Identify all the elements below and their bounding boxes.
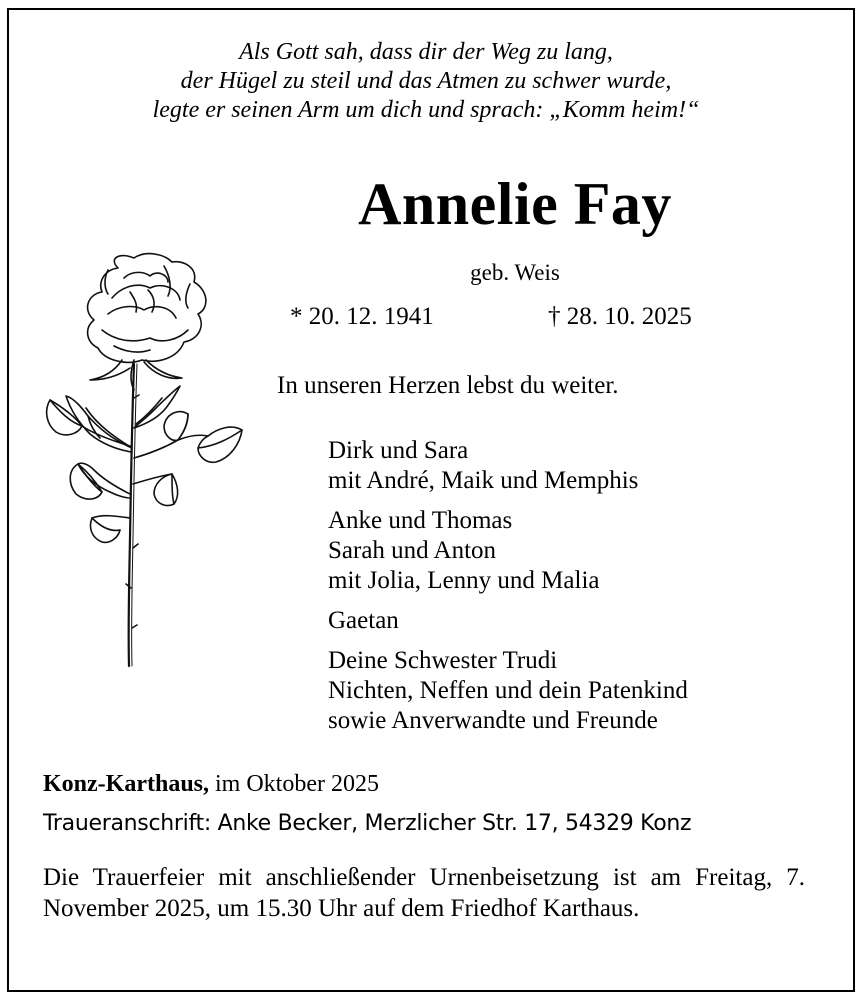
rose-illustration <box>38 248 248 672</box>
poem-line-3: legte er seinen Arm um dich und sprach: „Komm heim!“ <box>152 97 700 123</box>
deceased-name: Annelie Fay <box>358 171 672 237</box>
family-line: Gaetan <box>328 607 399 634</box>
family-line: Nichten, Neffen und dein Patenkind <box>328 677 688 704</box>
birth-date: * 20. 12. 1941 <box>290 303 434 330</box>
family-line: Anke und Thomas <box>328 507 513 534</box>
family-group <box>328 646 828 736</box>
poem <box>0 38 859 125</box>
family-group <box>328 506 828 596</box>
funeral-service-info: Die Trauerfeier mit anschließender Urnenbeisetzung ist am Freitag, 7. November 2025, um 15.30 Uhr auf dem Friedhof Karthaus. <box>43 864 805 922</box>
family-group <box>328 436 828 496</box>
family-line: mit André, Maik und Memphis <box>328 467 639 494</box>
death-date: † 28. 10. 2025 <box>548 303 692 330</box>
poem-line-1: Als Gott sah, dass dir der Weg zu lang, <box>239 39 613 65</box>
place-month: im Oktober 2025 <box>215 771 379 797</box>
family-group <box>328 606 828 636</box>
family-line: Sarah und Anton <box>328 537 497 564</box>
family-list <box>328 436 828 746</box>
family-line: Dirk und Sara <box>328 437 469 464</box>
place-town: Konz-Karthaus, <box>43 771 210 797</box>
family-line: mit Jolia, Lenny und Malia <box>328 567 600 594</box>
family-line: Deine Schwester Trudi <box>328 647 558 674</box>
place-date <box>43 769 823 799</box>
mourning-address: Traueranschrift: Anke Becker, Merzlicher Str. 17, 54329 Konz <box>43 811 692 836</box>
motto: In unseren Herzen lebst du weiter. <box>277 372 619 399</box>
maiden-name: geb. Weis <box>470 260 560 285</box>
poem-line-2: der Hügel zu steil und das Atmen zu schwer wurde, <box>180 68 672 94</box>
family-line: sowie Anverwandte und Freunde <box>328 707 658 734</box>
